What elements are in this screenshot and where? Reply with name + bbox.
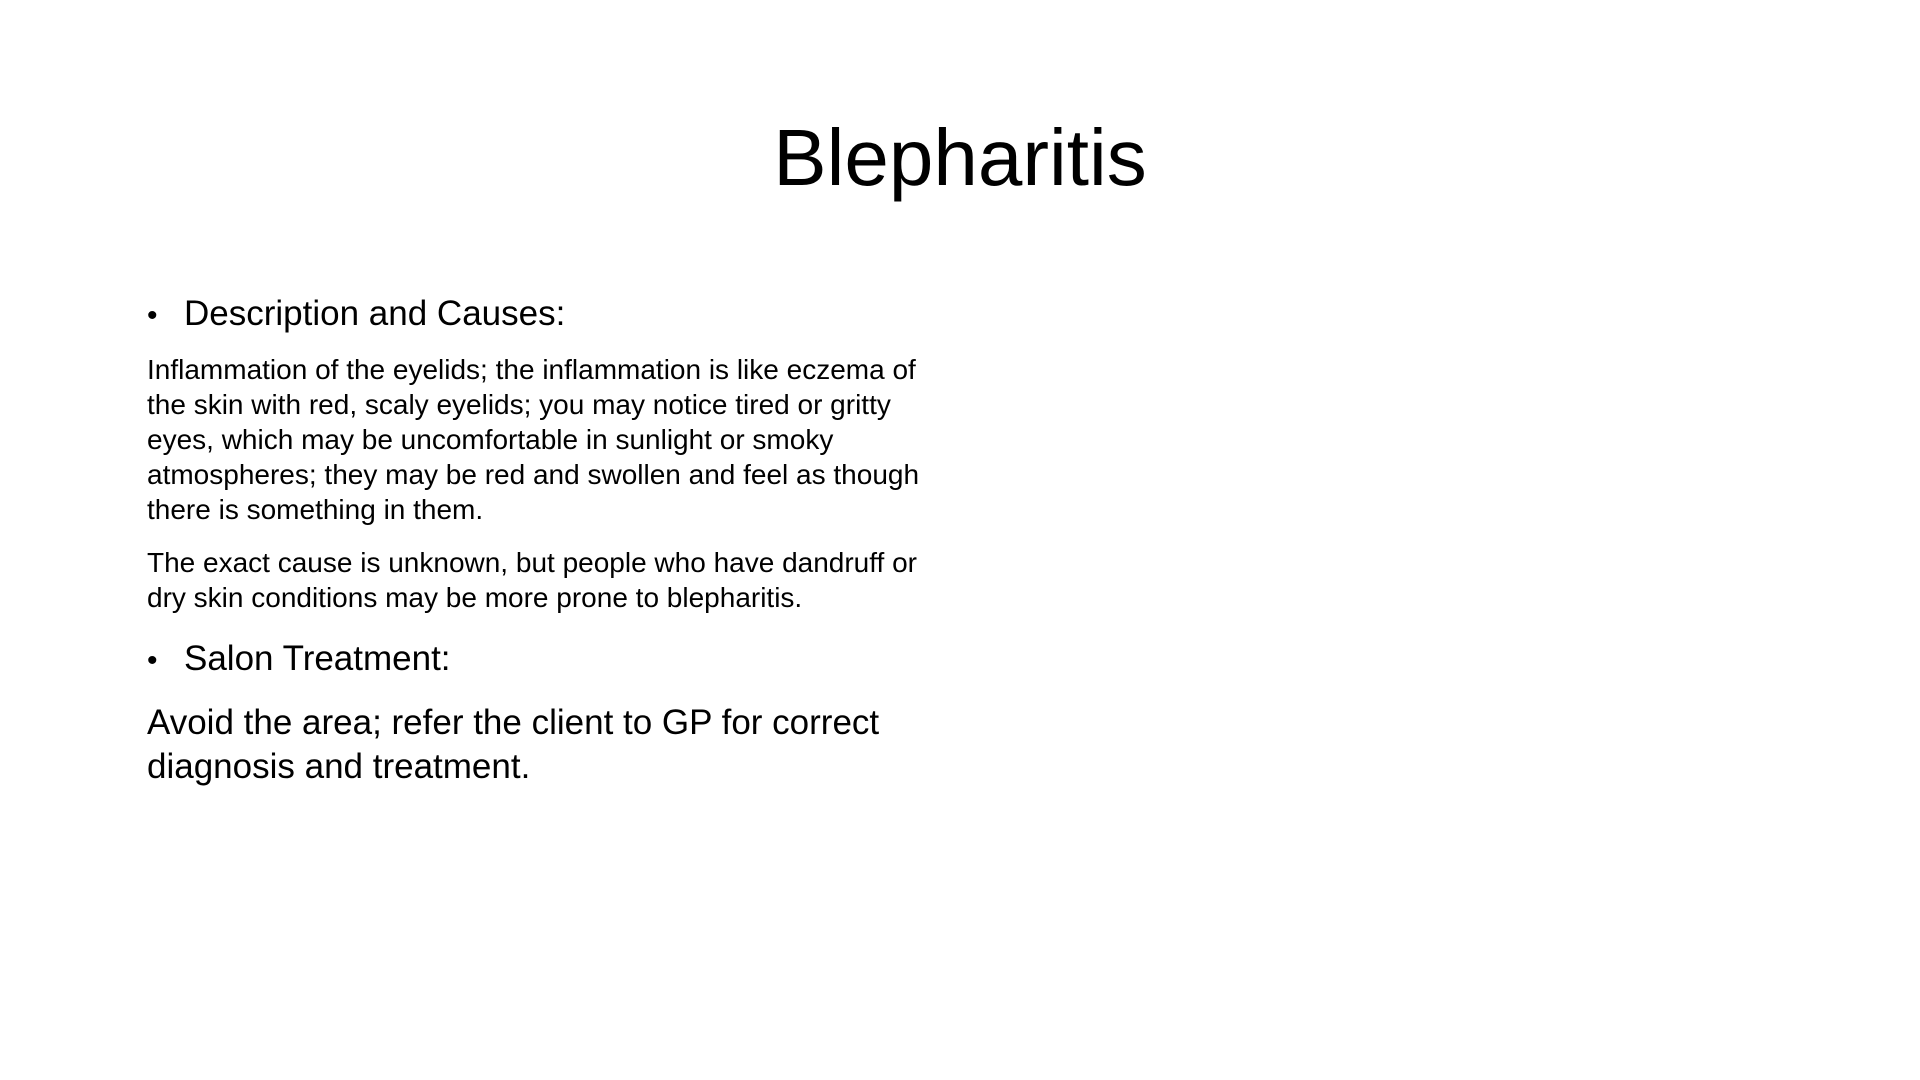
treatment-paragraph: Avoid the area; refer the client to GP for correct diagnosis and treatment. [147, 703, 880, 786]
slide-title: Blepharitis [773, 113, 1147, 202]
bullet-description-and-causes [147, 292, 947, 338]
section-heading-treatment: Salon Treatment: [184, 639, 451, 678]
bullet-salon-treatment [147, 637, 947, 683]
causes-paragraph: The exact cause is unknown, but people who have dandruff or dry skin conditions may be more prone to blepharitis. [147, 547, 917, 613]
bullet-dot-icon: • [147, 644, 158, 677]
slide-content [147, 292, 947, 789]
description-paragraph: Inflammation of the eyelids; the inflammation is like eczema of the skin with red, scaly eyelids; you may notice tired or gritty eyes, which may be uncomfortable in sunlight or smoky atmospheres; they may be red and swollen and feel as though there is something in them. [147, 354, 920, 525]
section-heading-description: Description and Causes: [184, 294, 566, 333]
bullet-dot-icon: • [147, 299, 158, 332]
